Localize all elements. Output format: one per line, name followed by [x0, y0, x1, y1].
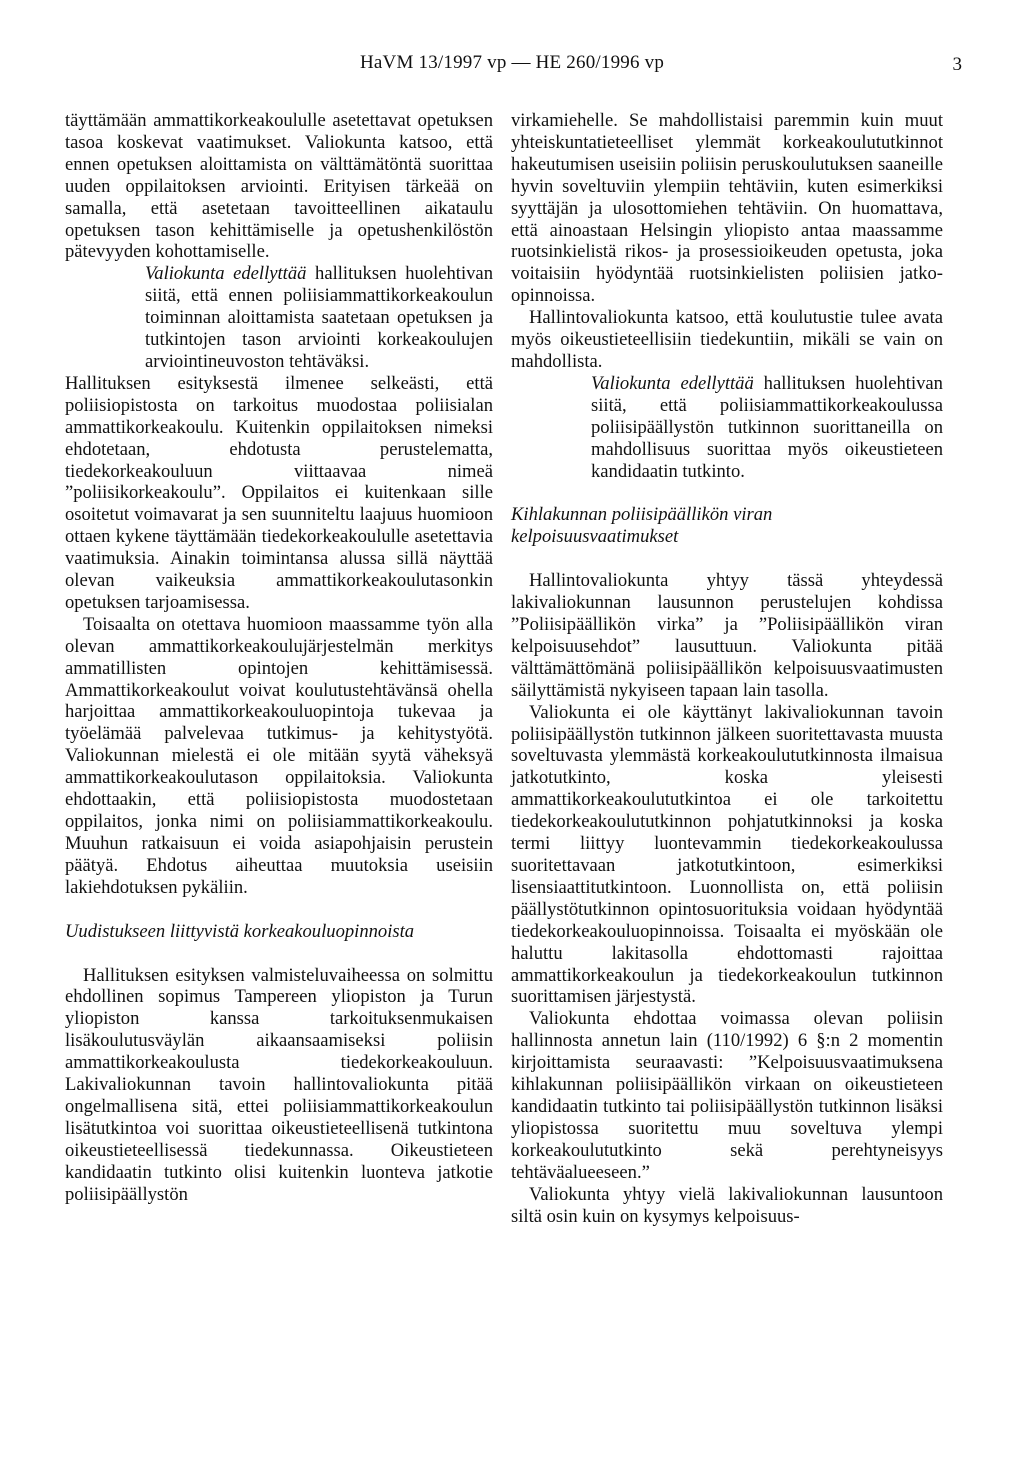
header-title: HaVM 13/1997 vp — HE 260/1996 vp — [359, 52, 665, 73]
paragraph-text: hallituksen huolehtivan siitä, että poliisiammattikorkeakoulussa poliisipäällystön tutkinnon suorittaneilla on mahdollisuus suorittaa myös oikeustieteen kandidaatin tutkinto. — [591, 372, 943, 482]
paragraph-lead-italic: Valiokunta edellyttää — [591, 372, 754, 394]
running-header — [0, 52, 1024, 82]
paragraph: Hallituksen esityksen valmisteluvaiheessa on solmittu ehdollinen sopimus Tampereen yliopiston ja Turun yliopiston kanssa tarkoituksenmukaisen lisäkoulutusväylän aikaansaamiseksi poliisin ammattikorkeakoulusta tiedekorkeakouluun. Lakivaliokunnan tavoin hallintovaliokunta pitää ongelmallisena sitä, ettei poliisiammattikorkeakoulun lisätutkintoa voi suorittaa oikeustieteellisenä tutkintona oikeustieteellisessä tiedekunnassa. Oikeustieteen kandidaatin tutkinto olisi kuitenkin luonteva jatkotie poliisipäällystön — [65, 964, 493, 1205]
left-column — [65, 110, 493, 1206]
paragraph-text: hallituksen huolehtivan siitä, että ennen poliisiammattikorkeakoulun toiminnan aloittamista saatetaan opetuksen ja tutkintojen tason arviointi korkeakoulujen arviointineuvoston tehtäväksi. — [145, 263, 493, 372]
committee-requirement-paragraph — [145, 263, 493, 373]
paragraph: Hallintovaliokunta katsoo, että koulutustie tulee avata myös oikeustieteellisiin tiedekuntiin, mikäli se vain on mahdollista. — [511, 307, 943, 372]
paragraph: Valiokunta yhtyy vielä lakivaliokunnan lausuntoon siltä osin kuin on kysymys kelpoisuus- — [511, 1183, 943, 1227]
right-column — [511, 110, 943, 1227]
paragraph: Hallituksen esityksestä ilmenee selkeästi, että poliisiopistosta on tarkoitus muodostaa poliisialan ammattikorkeakoulu. Kuitenkin oppilaitoksen nimeksi ehdotetaan, ehdotusta perustelematta, tiedekorkeakouluun viittaavaa nimeä ”poliisikorkeakoulu”. Oppilaitos ei kuitenkaan sille osoitetut voimavarat ja sen suunniteltu laajuus huomioon ottaen kykene täyttämään tiedekorkeakoululle asetettavia vaatimuksia. Ainakin toimintansa alussa sillä näyttää olevan vaikeuksia ammattikorkeakoulutasonkin opetuksen tarjoamisessa. — [65, 372, 493, 613]
paragraph: Toisaalta on otettava huomioon maassamme työn alla olevan ammattikorkeakoulujärjestelmän merkitys ammatillisten opintojen kehittämisessä. Ammattikorkeakoulut voivat koulutustehtävänsä ohella harjoittaa ammattikorkeakouluopintoja tukevaa ja työelämää palvelevaa tutkimus- ja kehitystyötä. Valiokunnan mielestä ei ole mitään syytä väheksyä ammattikorkeakoulutason oppilaitoksia. Valiokunta ehdottaakin, että poliisiopistosta muodostetaan oppilaitos, jonka nimi on poliisiammattikorkeakoulu. Muuhun ratkaisuun ei voida asiapohjaisin perustein päätyä. Ehdotus aiheuttaa muutoksia useisiin lakiehdotuksen pykäliin. — [65, 613, 493, 898]
paragraph: Hallintovaliokunta yhtyy tässä yhteydessä lakivaliokunnan lausunnon perustelujen kohdissa ”Poliisipäällikön virka” ja ”Poliisipäällikön viran kelpoisuusehdot” lausuttuun. Valiokunta pitää välttämättömänä poliisipäällikön kelpoisuusvaatimusten säilyttämistä nykyiseen tapaan lain tasolla. — [511, 570, 943, 701]
section-heading: Kihlakunnan poliisipäällikön viran kelpoisuusvaatimukset — [511, 504, 773, 548]
paragraph: täyttämään ammattikorkeakoululle asetettavat opetuksen tasoa koskevat vaatimukset. Valiokunta katsoo, että ennen opetuksen aloittamista on välttämätöntä suorittaa uuden oppilaitoksen arviointi. Erityisen tärkeää on samalla, että asetetaan tavoitteellinen aikataulu opetuksen tason kehittämiselle ja opetushenkilöstön pätevyyden kohottamiselle. — [65, 110, 493, 263]
paragraph: Valiokunta ei ole käyttänyt lakivaliokunnan tavoin poliisipäällystön tutkinnon jälkeen suoritettavasta muusta soveltuvasta ylemmästä korkeakoulututkinnosta ilmaisua jatkotutkinto, koska yleisesti ammattikorkeakoulututkintoa ei ole tarkoitettu tiedekorkeakoulututkinnon pohjatutkinnoksi ja koska termi liittyy luontevammin tiedekorkeakoulussa suoritettavaan jatkotutkintoon, esimerkiksi lisensiaattitutkintoon. Luonnollista on, että poliisin päällystötutkinnon opintosuorituksia voidaan hyödyntää tiedekorkeakouluopinnoissa. Toisaalta ei myöskään ole haluttu lakitasolla ehdottomasti rajoittaa ammattikorkeakoulun ja tiedekorkeakoulun tutkinnon suorittamisen järjestystä. — [511, 701, 943, 1008]
paragraph-lead-italic: Valiokunta edellyttää — [145, 263, 307, 285]
paragraph: virkamiehelle. Se mahdollistaisi paremmin kuin muut yhteiskuntatieteelliset ylemmät korkeakoulututkinnot hakeutumisen useisiin poliisin peruskoulutuksen saaneille hyvin soveltuviin ylempiin tehtäviin, kuten esimerkiksi syyttäjän ja ulosottomiehen tehtäviin. On huomattava, että ainoastaan Helsingin yliopisto antaa maassamme ruotsinkielistä rikos- ja prosessioikeuden opetusta, joka voitaisiin hyödyntää ruotsinkielisten poliisien jatko-opinnoissa. — [511, 110, 943, 307]
committee-requirement-paragraph — [591, 373, 943, 483]
section-heading: Uudistukseen liittyvistä korkeakouluopinnoista — [65, 920, 415, 942]
page-number: 3 — [952, 54, 962, 75]
paragraph: Valiokunta ehdottaa voimassa olevan poliisin hallinnosta annetun lain (110/1992) 6 §:n 2 momentin kirjoittamista seuraavasti: ”Kelpoisuusvaatimuksena kihlakunnan poliisipäällikön virkaan on oikeustieteen kandidaatin tutkinto tai poliisipäällystön tutkinnon lisäksi yliopistossa suoritettu muu soveltuva ylempi korkeakoulututkinto sekä perehtyneisyys tehtäväalueeseen.” — [511, 1008, 943, 1183]
